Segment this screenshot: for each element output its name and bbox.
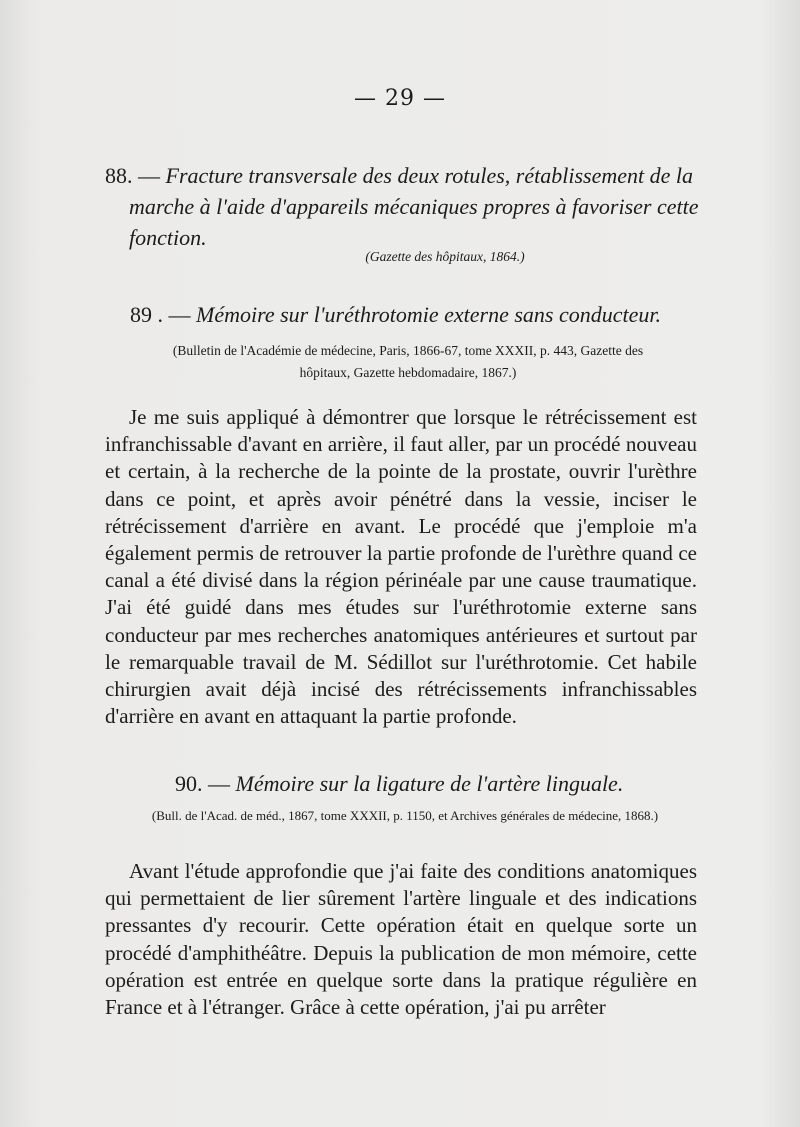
- entry-90-body: Avant l'étude approfondie que j'ai faite des conditions anatomiques qui permettaient de lier sûrement l'artère linguale et des indications pressantes d'y recourir. Cette opération était en quelque sorte un procédé d'amphithéâtre. Depuis la publication de mon mémoire, cette opération est entrée en quelque sorte dans la pratique régulière en France et à l'étranger. Grâce à cette opération, j'ai pu arrêter: [105, 859, 697, 1020]
- entry-90-number: 90. —: [175, 771, 230, 796]
- entry-88-number: 88. —: [105, 163, 160, 188]
- entry-89-title: 89 . — Mémoire sur l'uréthrotomie externe sans conducteur.: [130, 302, 661, 327]
- entry-89-source-line-2: hôpitaux, Gazette hebdomadaire, 1867.): [299, 365, 517, 380]
- entry-89-number: 89 . —: [130, 302, 191, 327]
- entry-89-source-line-1: (Bulletin de l'Académie de médecine, Paris, 1866-67, tome XXXII, p. 443, Gazette des: [172, 343, 644, 358]
- entry-88-title-line-1: 88. — Fracture transversale des deux rotules, rétablissement de la: [105, 163, 693, 188]
- entry-90-source: (Bull. de l'Acad. de méd., 1867, tome XXXII, p. 1150, et Archives générales de médecine, 1868.): [151, 808, 659, 823]
- page-number: — 29 —: [354, 86, 446, 111]
- entry-88-title-line-2: marche à l'aide d'appareils mécaniques propres à favoriser cette: [129, 194, 699, 219]
- entry-88-title-line-3: fonction.: [129, 225, 207, 250]
- entry-88-title: [105, 160, 705, 253]
- entry-89-body: Je me suis appliqué à démontrer que lorsque le rétrécissement est infranchissable d'avant en arrière, il faut aller, par un procédé nouveau et certain, à la recherche de la pointe de la prostate, ouvrir l'urèthre dans ce point, et après avoir pénétré dans la vessie, inciser le rétrécissement d'arrière en avant. Le procédé que j'emploie m'a également permis de retrouver la partie profonde de l'urèthre quand ce canal a été divisé dans la région périnéale par une cause traumatique. J'ai été guidé dans mes études sur l'uréthrotomie externe sans conducteur par mes recherches anatomiques antérieures et surtout par le remarquable travail de M. Sédillot sur l'uréthrotomie. Cet habile chirurgien avait déjà incisé des rétrécissements infranchissables d'arrière en avant en attaquant la partie profonde.: [105, 405, 697, 729]
- entry-89-source: [118, 340, 698, 384]
- entry-88-source: (Gazette des hôpitaux, 1864.): [365, 249, 525, 264]
- entry-90-title: 90. — Mémoire sur la ligature de l'artère linguale.: [175, 771, 624, 796]
